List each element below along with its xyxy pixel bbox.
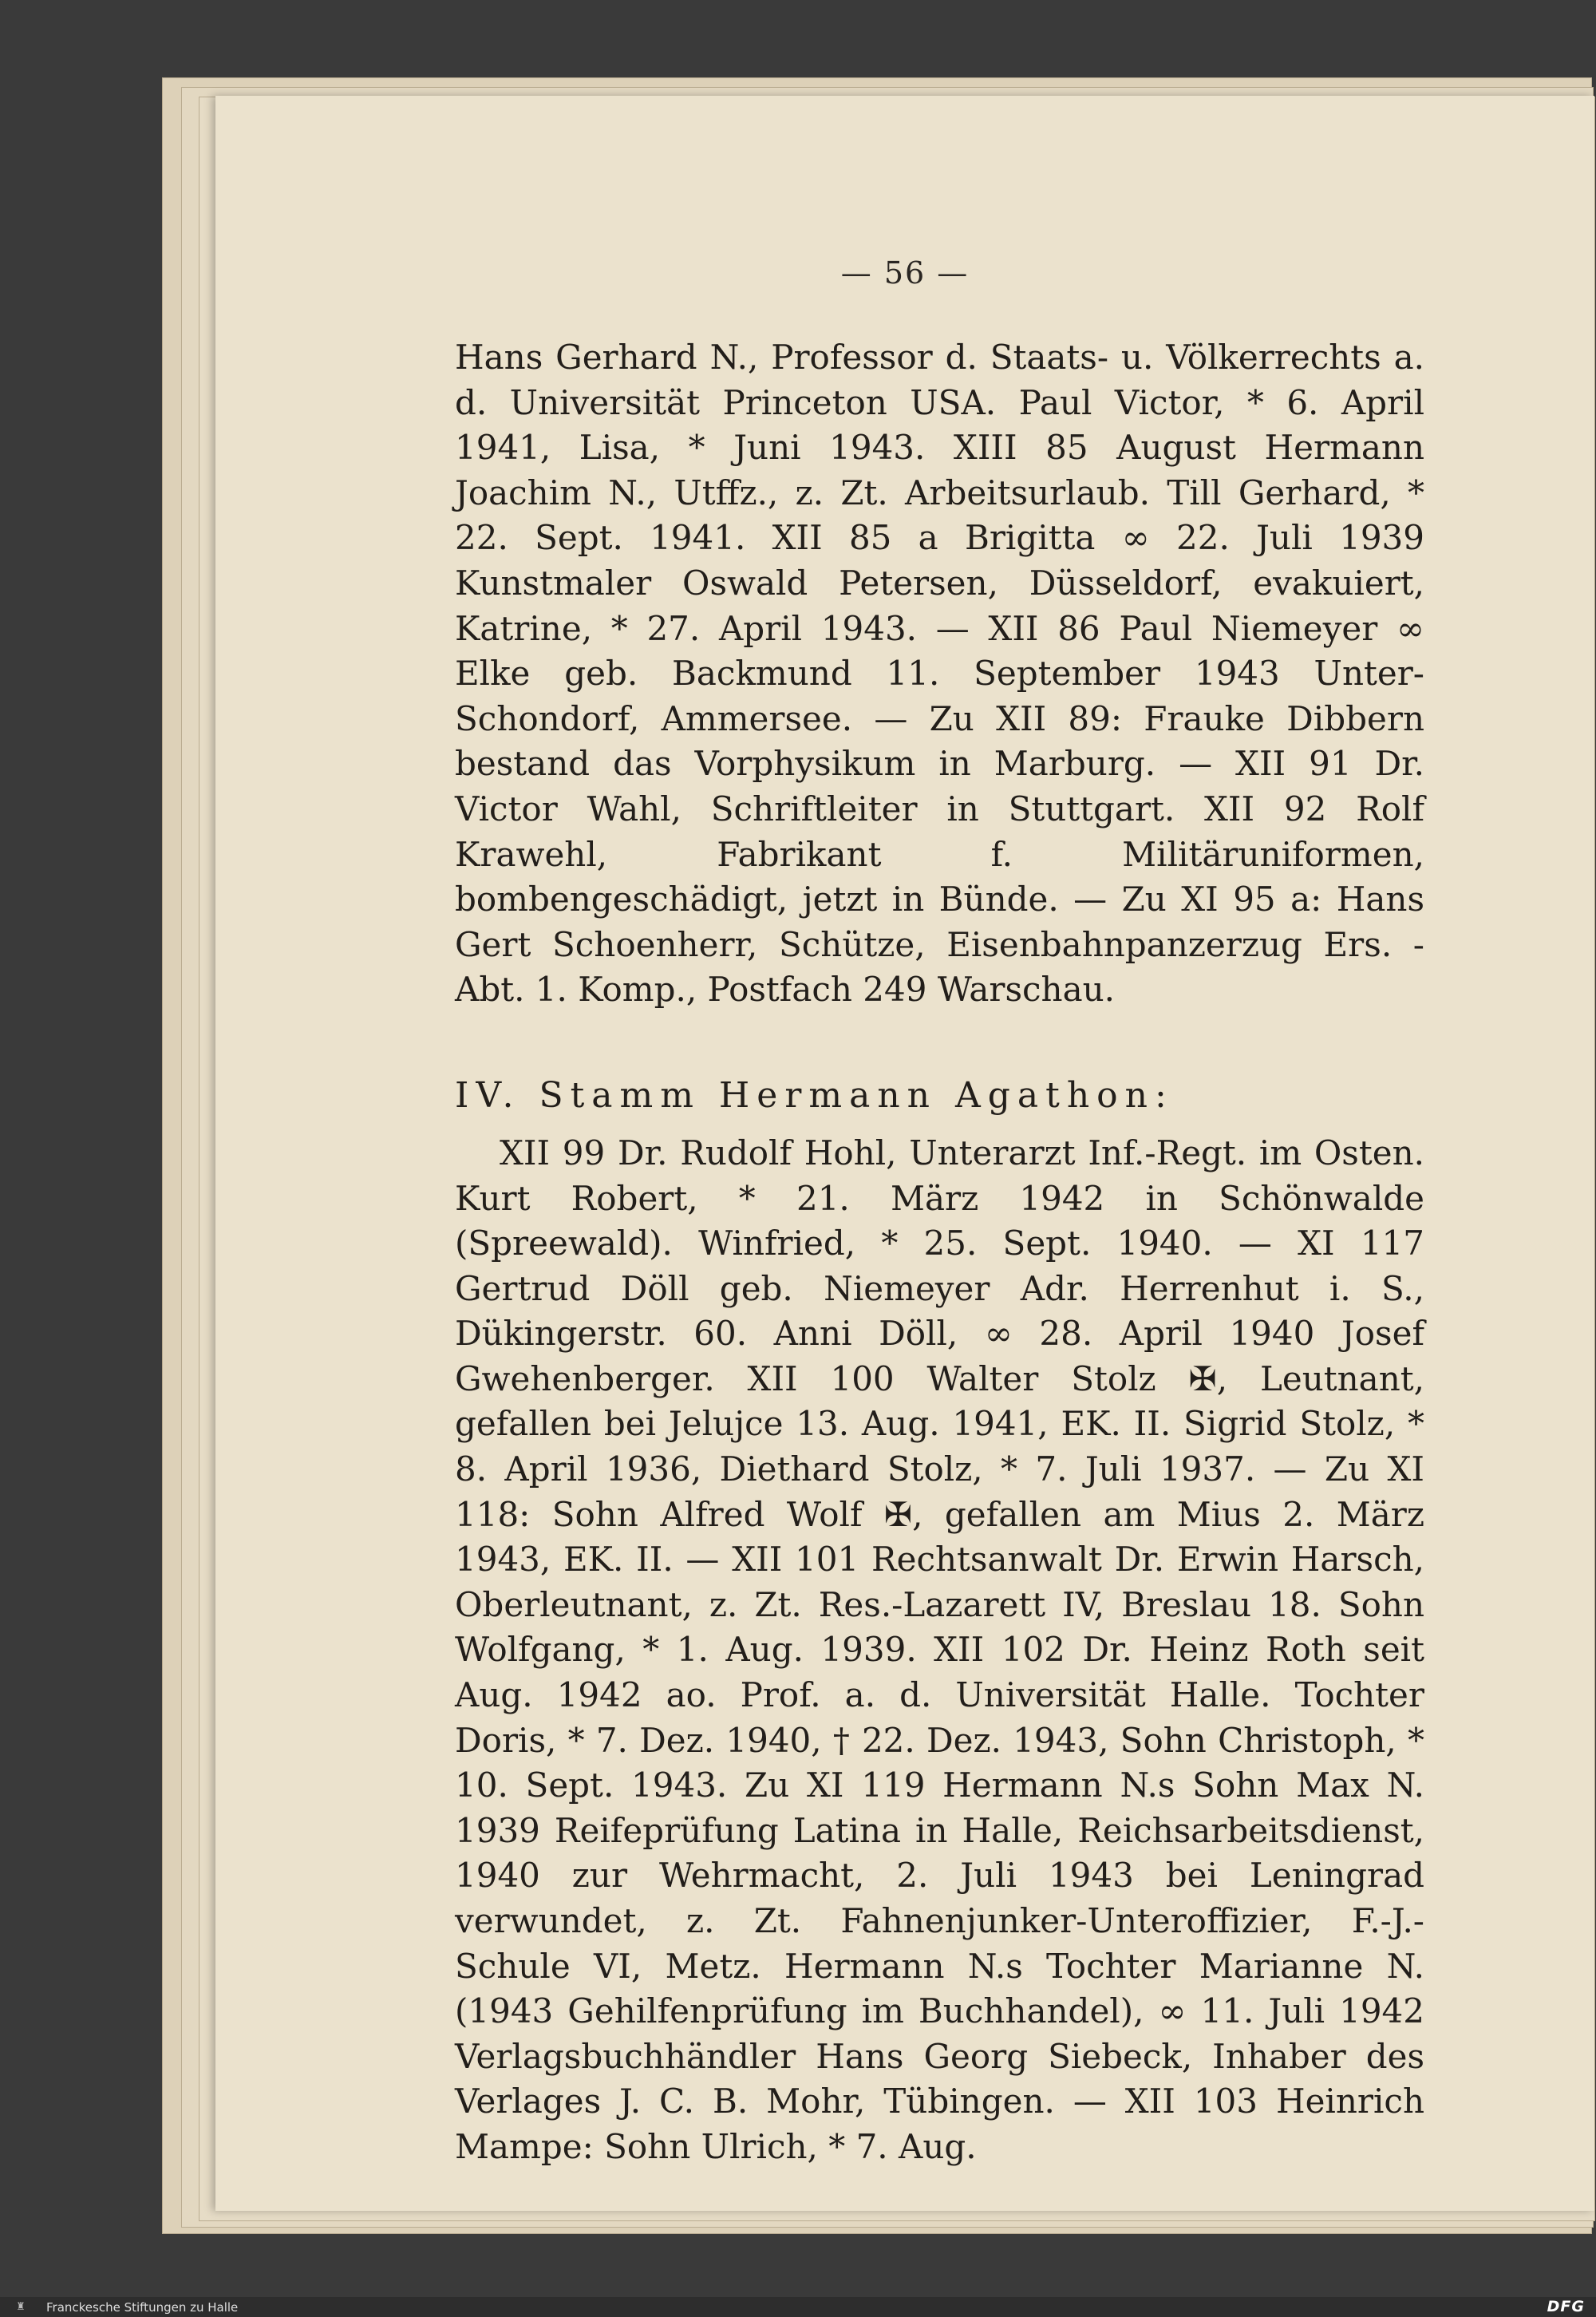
- body-paragraph: XII 99 Dr. Rudolf Hohl, Unterarzt Inf.-Regt. im Osten. Kurt Robert, * 21. März 1942 in Schönwalde (Spreewald). Winfried, * 25. Sept. 1940. — XI 117 Gertrud Döll geb. Niemeyer Adr. Herrenhut i. S., Dükingerstr. 60. Anni Döll, ∞ 28. April 1940 Josef Gwehenberger. XII 100 Walter Stolz ✠, Leutnant, gefallen bei Jelujce 13. Aug. 1941, EK. II. Sigrid Stolz, * 8. April 1936, Diethard Stolz, * 7. Juli 1937. — Zu XI 118: Sohn Alfred Wolf ✠, gefallen am Mius 2. März 1943, EK. II. — XII 101 Rechtsanwalt Dr. Erwin Harsch, Oberleutnant, z. Zt. Res.-Lazarett IV, Breslau 18. Sohn Wolfgang, * 1. Aug. 1939. XII 102 Dr. Heinz Roth seit Aug. 1942 ao. Prof. a. d. Universität Halle. Tochter Doris, * 7. Dez. 1940, † 22. Dez. 1943, Sohn Christoph, * 10. Sept. 1943. Zu XI 119 Hermann N.s Sohn Max N. 1939 Reifeprüfung Latina in Halle, Reichsarbeitsdienst, 1940 zur Wehrmacht, 2. Juli 1943 bei Leningrad verwundet, z. Zt. Fahnenjunker-Unteroffizier, F.-J.-Schule VI, Metz. Hermann N.s Tochter Marianne N. (1943 Gehilfenprüfung im Buchhandel), ∞ 11. Juli 1942 Verlagsbuchhändler Hans Georg Siebeck, Inhaber des Verlages J. C. B. Mohr, Tübingen. — XII 103 Heinrich Mampe: Sohn Ulrich, * 7. Aug.: [455, 1133, 1424, 2166]
- institution-logo-icon: ♜: [16, 2301, 26, 2313]
- page-text: [455, 335, 1424, 2170]
- footer-institution[interactable]: Franckesche Stiftungen zu Halle: [46, 2300, 239, 2315]
- viewer-footer: [0, 2297, 1596, 2317]
- body-paragraph: Hans Gerhard N., Professor d. Staats- u. Völkerrechts a. d. Universität Princeton USA. Paul Victor, * 6. April 1941, Lisa, * Juni 1943. XIII 85 August Hermann Joachim N., Utffz., z. Zt. Arbeitsurlaub. Till Gerhard, * 22. Sept. 1941. XII 85 a Brigitta ∞ 22. Juli 1939 Kunstmaler Oswald Petersen, Düsseldorf, evakuiert, Katrine, * 27. April 1943. — XII 86 Paul Niemeyer ∞ Elke geb. Backmund 11. September 1943 Unter-Schondorf, Ammersee. — Zu XII 89: Frauke Dibbern bestand das Vorphysikum in Marburg. — XII 91 Dr. Victor Wahl, Schriftleiter in Stuttgart. XII 92 Rolf Krawehl, Fabrikant f. Militäruniformen, bombengeschädigt, jetzt in Bünde. — Zu XI 95 a: Hans Gert Schoenherr, Schütze, Eisenbahnpanzerzug Ers. - Abt. 1. Komp., Postfach 249 Warschau.: [455, 338, 1424, 1010]
- book-page: [215, 96, 1594, 2211]
- section-heading: IV. Stamm Hermann Agathon:: [455, 1074, 1174, 1116]
- page-number: — 56 —: [840, 255, 970, 291]
- dfg-logo: DFG: [1547, 2298, 1585, 2315]
